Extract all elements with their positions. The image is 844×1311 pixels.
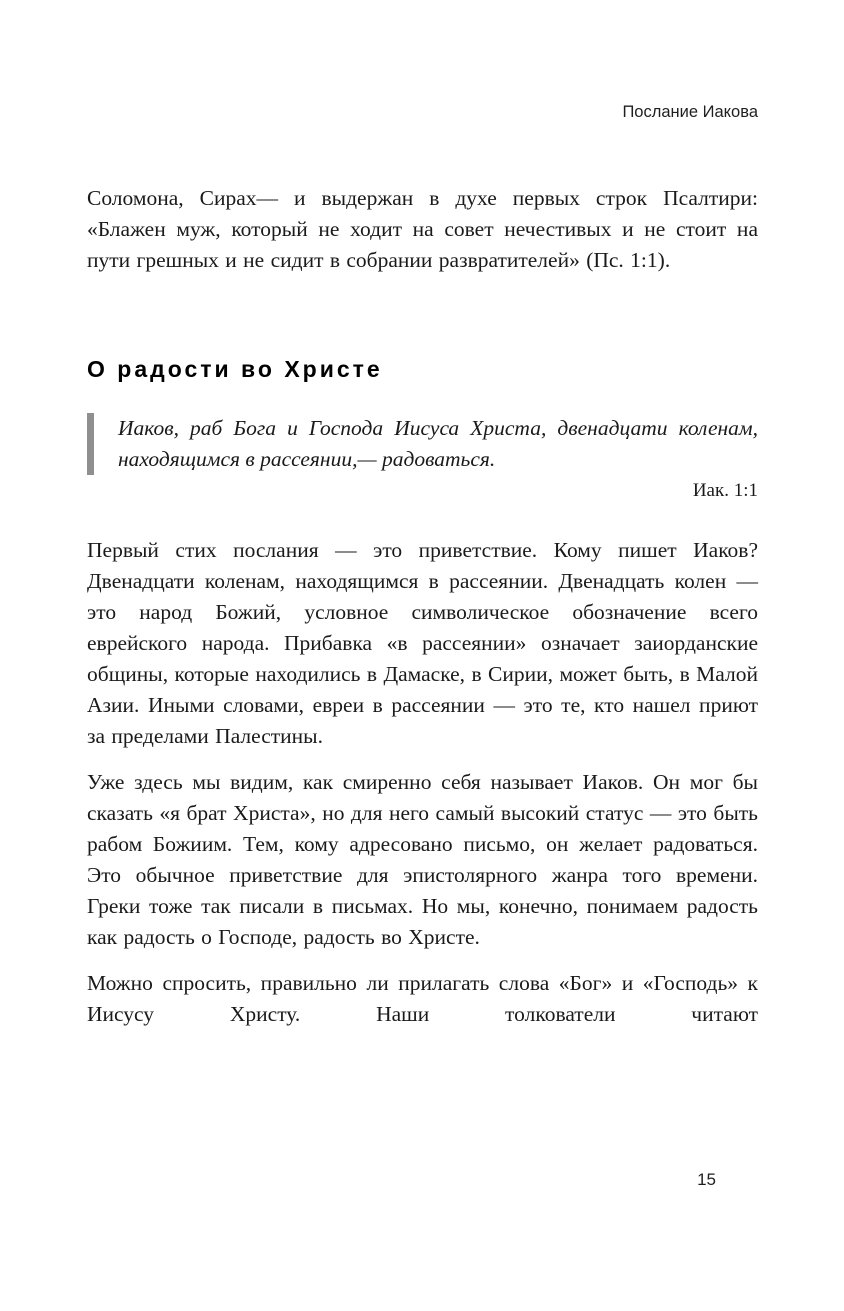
- quote-bar: [87, 413, 94, 475]
- section-heading: О радости во Христе: [87, 356, 383, 382]
- text-column: [87, 183, 758, 1045]
- paragraph: Первый стих послания — это приветствие. Кому пишет Иаков? Двенадцати коленам, находящимся в рассеянии. Двенадцать колен — это народ Божий, условное символическое обозначение всего еврейского народа. Прибавка «в рассеянии» означает заиорданские общины, которые находились в Дамаске, в Сирии, может быть, в Малой Азии. Иными словами, евреи в рассеянии — это те, кто нашел приют за пределами Палестины.: [87, 538, 758, 748]
- paragraph: Уже здесь мы видим, как смиренно себя называет Иаков. Он мог бы сказать «я брат Христа», но для него самый высокий статус — это быть рабом Божиим. Тем, кому адресовано письмо, он желает радоваться. Это обычное приветствие для эпистолярного жанра того времени. Греки тоже так писали в письмах. Но мы, конечно, понимаем радость как радость о Господе, радость во Христе.: [87, 770, 758, 949]
- paragraph-continuation: Соломона, Сирах— и выдержан в духе первых строк Псалтири: «Блажен муж, который не ходит на совет нечестивых и не стоит на пути грешных и не сидит в собрании развратителей» (Пс. 1:1).: [87, 186, 758, 272]
- paragraph: Можно спросить, правильно ли прилагать слова «Бог» и «Господь» к Иисусу Христу. Наши толкователи читают: [87, 971, 758, 1026]
- quote-reference: Иак. 1:1: [692, 480, 758, 501]
- running-header: Послание Иакова: [622, 103, 758, 121]
- page-number: 15: [697, 1170, 716, 1189]
- quote-text: Иаков, раб Бога и Господа Иисуса Христа, двенадцати коленам, находящимся в рассеянии,— радоваться.: [118, 416, 758, 471]
- epigraph-quote: [87, 413, 758, 475]
